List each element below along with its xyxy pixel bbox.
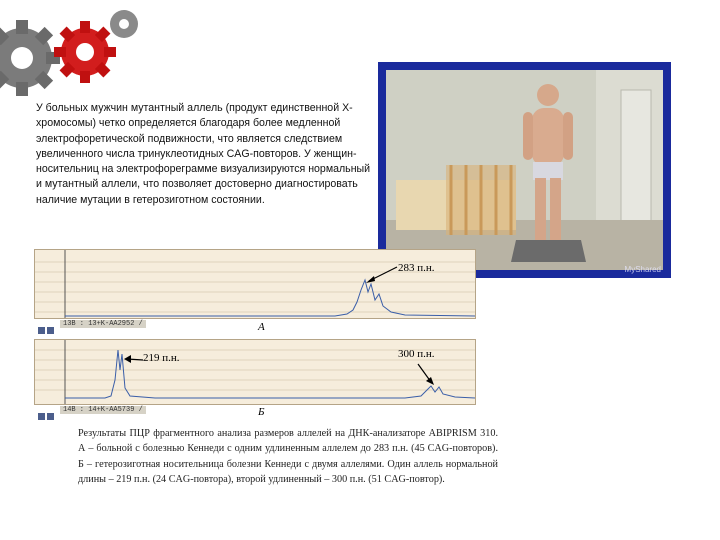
panel-letter-b: Б — [258, 406, 265, 418]
electropherogram-a — [34, 249, 476, 319]
arrow-icon — [365, 265, 399, 285]
gear-icon-small — [110, 10, 138, 38]
intro-paragraph: У больных мужчин мутантный аллель (продукт единственной Х-хромосомы) четко определяется благодаря более медленной электрофоретической подвижности, что является следствием увеличенного числа тринуклеотидных CAG-повторов. У женщин-носительниц на электрофореграмме визуализируются нормальный и мутантный аллели, что позволяет достоверно диагностировать наличие мутации в гетерозиготном состоянии. — [36, 102, 371, 206]
photo-watermark: MyShared — [624, 265, 661, 274]
gear-icon — [0, 20, 60, 96]
gears-decoration — [0, 0, 140, 110]
arrow-icon — [415, 362, 437, 386]
trace-a-signal — [65, 280, 475, 316]
electropherogram-b — [34, 339, 476, 405]
arrow-icon — [123, 354, 145, 364]
panel-a-controls — [38, 321, 56, 339]
sample-id-a: 13B : 13+K-AA2952 / — [60, 320, 146, 328]
patient-photo — [386, 70, 663, 270]
patient-photo-frame — [378, 62, 671, 278]
figure-caption: Результаты ПЦР фрагментного анализа размеров аллелей на ДНК-анализаторе ABIPRISM 310. А – больной с болезнью Кеннеди с одним удлиненным аллелем до 283 п.н. (45 CAG-повторов). Б – гетерозиготная носительница болезни Кеннеди с двумя аллелями. Один аллель нормальной длины – 219 п.н. (24 CAG-повтора), второй удлиненный – 300 п.н. (51 CAG-повтор). — [78, 428, 498, 485]
gear-icon-red — [54, 21, 116, 83]
panel-letter-a: А — [258, 321, 265, 333]
trace-a-plot — [35, 250, 475, 318]
peak-label-283: 283 п.н. — [398, 262, 435, 274]
peak-label-219: 219 п.н. — [143, 352, 180, 364]
peak-label-300: 300 п.н. — [398, 348, 435, 360]
sample-id-b: 14B : 14+K-AA5739 / — [60, 406, 146, 414]
panel-b-controls — [38, 407, 56, 425]
